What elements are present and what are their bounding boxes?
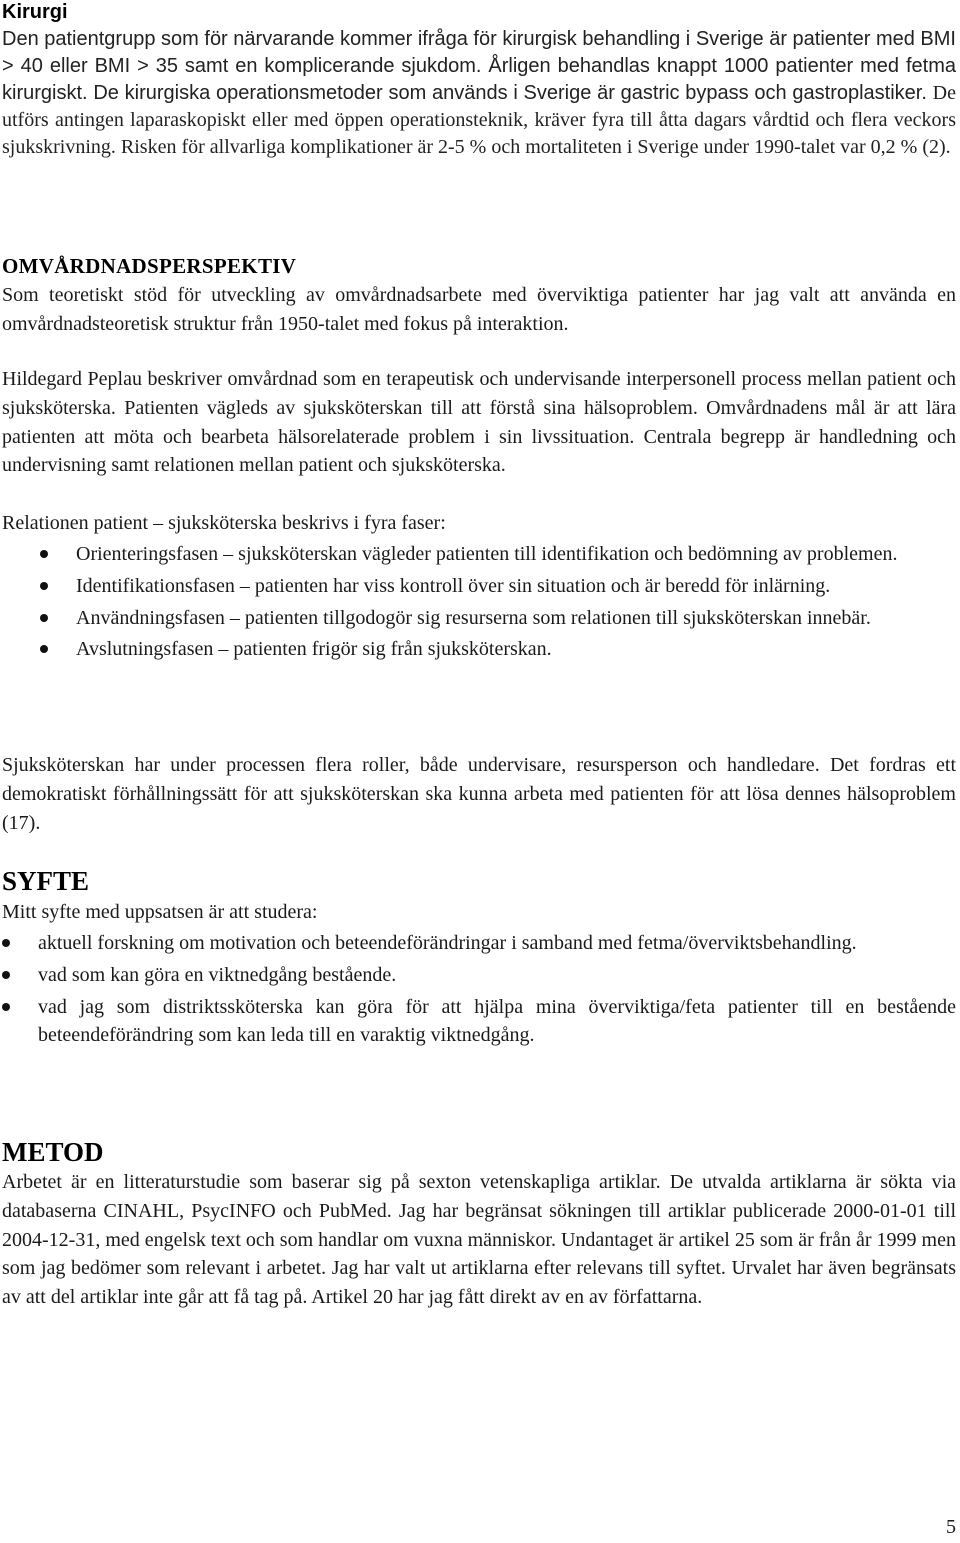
list-item [0, 929, 956, 958]
section-heading-omvardnad: OMVÅRDNADSPERSPEKTIV [2, 254, 297, 278]
list-item [0, 635, 956, 664]
phase-text: Orienteringsfasen – sjuksköterskan vägleder patienten till identifikation och bedömning av problemen. [76, 543, 898, 565]
phase-text: Användningsfasen – patienten tillgodogör sig resurserna som relationen till sjuksköterskan innebär. [76, 606, 871, 629]
list-item [0, 961, 956, 990]
omvardnad-paragraph-3: Sjuksköterskan har under processen flera roller, både undervisare, resursperson och handledare. Det fordras ett demokratiskt förhållningssätt för att sjuksköterskan ska kunna arbeta med patienten för att lösa dennes hälsoproblem (17). [2, 754, 956, 834]
phases-intro: Relationen patient – sjuksköterska beskrivs i fyra faser: [2, 512, 446, 534]
kirurgi-paragraph [2, 26, 956, 161]
syfte-item-text: vad som kan göra en viktnedgång bestående. [38, 963, 397, 986]
bullet-icon [40, 582, 48, 590]
section-heading-metod: METOD [2, 1137, 104, 1167]
section-heading-kirurgi: Kirurgi [2, 1, 68, 23]
phases-list [0, 540, 956, 664]
omvardnad-paragraph-1: Som teoretiskt stöd för utveckling av omvårdnadsarbete med överviktiga patienter har jag valt att använda en omvårdnadsteoretisk struktur från 1950-talet med fokus på interaktion. [2, 284, 956, 335]
syfte-list [0, 929, 956, 1050]
kirurgi-text-serif: De utförs antingen laparaskopiskt eller med öppen operationsteknik, kräver fyra till åtta dagars vårdtid och flera veckors sjukskrivning. Risken för allvarliga komplikationer är 2-5 % och mortaliteten i Sverige under 1990-talet var 0,2 % (2). [2, 82, 956, 158]
bullet-icon [40, 550, 48, 558]
list-item [0, 572, 956, 601]
page-number: 5 [946, 1516, 956, 1538]
list-item [0, 604, 956, 633]
bullet-icon [40, 614, 48, 622]
bullet-icon [2, 971, 10, 979]
metod-paragraph: Arbetet är en litteraturstudie som baserar sig på sexton vetenskapliga artiklar. De utvalda artiklarna är sökta via databaserna CINAHL, PsycINFO och PubMed. Jag har begränsat sökningen till artiklar publicerade 2000-01-01 till 2004-12-31, med engelsk text och som handlar om vuxna människor. Undantaget är artikel 25 som är från år 1999 men som jag bedömer som relevant i arbetet. Jag har valt ut artiklarna efter relevans till syftet. Urvalet har även begränsats av att del artiklar inte går att få tag på. Artikel 20 har jag fått direkt av en av författarna. [2, 1171, 956, 1309]
syfte-intro: Mitt syfte med uppsatsen är att studera: [2, 901, 318, 923]
bullet-icon [2, 1003, 10, 1011]
phase-text: Avslutningsfasen – patienten frigör sig från sjuksköterskan. [76, 638, 552, 661]
section-heading-syfte: SYFTE [2, 866, 90, 896]
list-item [0, 540, 956, 569]
kirurgi-text-sans: Den patientgrupp som för närvarande kommer ifråga för kirurgisk behandling i Sverige är patienter med BMI > 40 eller BMI > 35 samt en komplicerande sjukdom. Årligen behandlas knappt 1000 patienter med fetma kirurgiskt. De kirurgiska operationsmetoder som används i Sverige är gastric bypass och gastroplastiker. [2, 28, 956, 104]
list-item [0, 993, 956, 1051]
bullet-icon [2, 939, 10, 947]
bullet-icon [40, 645, 48, 653]
syfte-item-text: vad jag som distriktssköterska kan göra för att hjälpa mina överviktiga/feta patienter till en bestående beteendeförändring som kan leda till en varaktig viktnedgång. [38, 995, 956, 1047]
phase-text: Identifikationsfasen – patienten har viss kontroll över sin situation och är beredd för inlärning. [76, 574, 831, 597]
syfte-item-text: aktuell forskning om motivation och beteendeförändringar i samband med fetma/överviktsbehandling. [38, 932, 857, 954]
omvardnad-paragraph-2: Hildegard Peplau beskriver omvårdnad som en terapeutisk och undervisande interpersonell process mellan patient och sjuksköterska. Patienten vägleds av sjuksköterskan till att förstå sina hälsoproblem. Omvårdnadens mål är att lära patienten att möta och bearbeta hälsorelaterade problem i sin livssituation. Centrala begrepp är handledning och undervisning samt relationen mellan patient och sjuksköterska. [2, 368, 956, 477]
